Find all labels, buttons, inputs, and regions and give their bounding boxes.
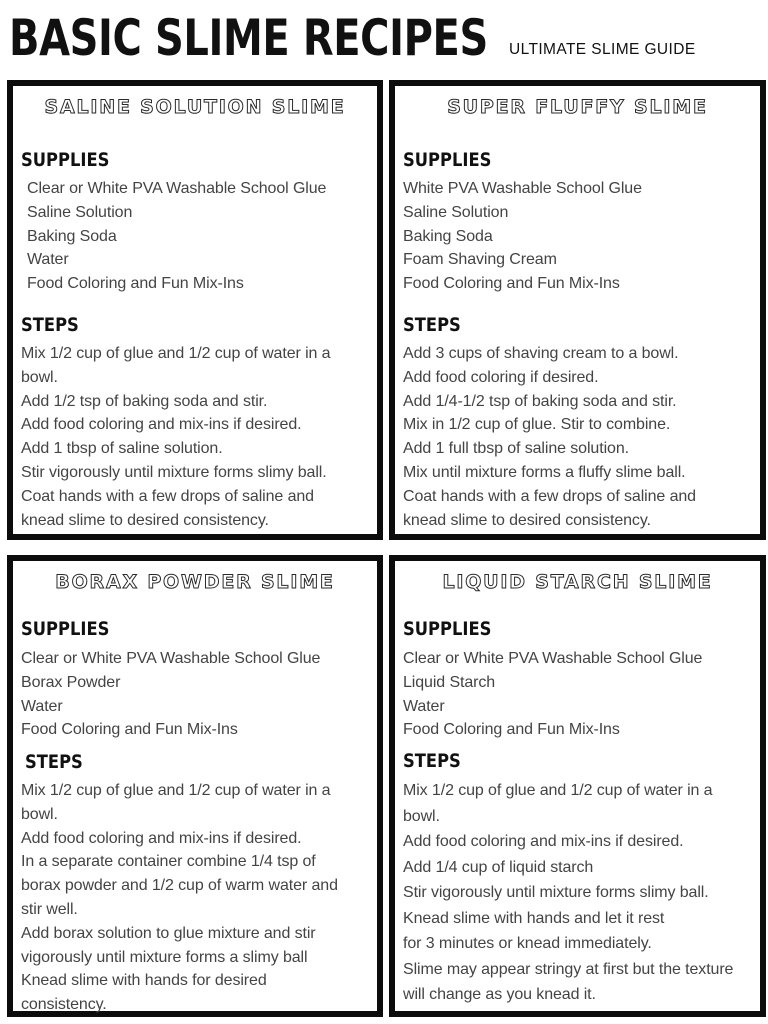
supplies-list xyxy=(403,177,754,296)
supplies-heading: SUPPLIES xyxy=(21,618,110,640)
supplies-list xyxy=(27,177,371,296)
supply-item: Saline Solution xyxy=(27,203,133,221)
step-line: Add 1 tbsp of saline solution. xyxy=(21,440,223,458)
supplies-list xyxy=(403,647,754,742)
step-line: vigorously until mixture forms a slimy ball xyxy=(21,948,308,966)
supply-item: Clear or White PVA Washable School Glue xyxy=(27,180,327,197)
step-line: Add 3 cups of shaving cream to a bowl. xyxy=(403,345,679,362)
supplies-heading: SUPPLIES xyxy=(403,618,492,640)
step-line: knead slime to desired consistency. xyxy=(403,511,651,529)
supply-item: Food Coloring and Fun Mix-Ins xyxy=(21,721,238,739)
supply-item: Water xyxy=(21,697,63,715)
step-line: borax powder and 1/2 cup of warm water and xyxy=(21,877,338,895)
steps-list xyxy=(403,342,754,532)
supply-item: Borax Powder xyxy=(21,673,121,691)
recipe-title: BORAX POWDER SLIME xyxy=(55,571,335,593)
step-line: Knead slime with hands for desired xyxy=(21,972,267,990)
step-line: Add 1/2 tsp of baking soda and stir. xyxy=(21,392,268,410)
step-line: Mix until mixture forms a fluffy slime ball. xyxy=(403,463,686,481)
supplies-heading: SUPPLIES xyxy=(403,149,492,171)
step-line: Add food coloring and mix-ins if desired. xyxy=(403,833,684,850)
step-line: Mix 1/2 cup of glue and 1/2 cup of water in a xyxy=(21,345,331,362)
step-line: Coat hands with a few drops of saline and xyxy=(403,487,696,505)
step-line: for 3 minutes or knead immediately. xyxy=(403,935,652,952)
recipe-card-liquid-starch xyxy=(389,555,766,1017)
page-subtitle: ULTIMATE SLIME GUIDE xyxy=(509,41,696,58)
step-line: Stir vigorously until mixture forms slimy ball. xyxy=(21,463,327,481)
supply-item: Clear or White PVA Washable School Glue xyxy=(403,650,703,667)
step-line: Add borax solution to glue mixture and stir xyxy=(21,924,316,942)
step-line: will change as you knead it. xyxy=(403,986,596,1003)
step-line: Add 1/4-1/2 tsp of baking soda and stir. xyxy=(403,392,677,410)
supply-item: Foam Shaving Cream xyxy=(403,251,557,269)
step-line: Add food coloring and mix-ins if desired. xyxy=(21,829,302,847)
step-line: Mix 1/2 cup of glue and 1/2 cup of water in a xyxy=(403,782,713,799)
supply-item: Water xyxy=(403,697,445,715)
step-line: stir well. xyxy=(21,900,78,918)
page-title: BASIC SLIME RECIPES xyxy=(9,9,488,67)
supply-item: Water xyxy=(27,251,69,269)
step-line: Slime may appear stringy at first but the texture xyxy=(403,960,734,978)
supplies-heading: SUPPLIES xyxy=(21,149,110,171)
supply-item: Baking Soda xyxy=(27,227,117,245)
supply-item: Food Coloring and Fun Mix-Ins xyxy=(403,721,620,739)
step-line: Stir vigorously until mixture forms slimy ball. xyxy=(403,884,709,901)
steps-heading: STEPS xyxy=(403,750,461,772)
supply-item: Baking Soda xyxy=(403,227,493,245)
steps-heading: STEPS xyxy=(403,314,461,336)
step-line: bowl. xyxy=(21,368,58,386)
steps-list xyxy=(21,779,371,1017)
step-line: Add food coloring if desired. xyxy=(403,368,599,386)
supply-item: White PVA Washable School Glue xyxy=(403,180,642,197)
recipe-card-borax-powder xyxy=(7,555,383,1017)
supply-item: Food Coloring and Fun Mix-Ins xyxy=(403,275,620,293)
supply-item: Liquid Starch xyxy=(403,673,496,691)
step-line: Add food coloring and mix-ins if desired. xyxy=(21,416,302,434)
supply-item: Food Coloring and Fun Mix-Ins xyxy=(27,275,244,293)
steps-list xyxy=(21,342,371,532)
recipe-title: LIQUID STARCH SLIME xyxy=(442,571,713,593)
step-line: Mix in 1/2 cup of glue. Stir to combine. xyxy=(403,416,671,434)
step-line: Mix 1/2 cup of glue and 1/2 cup of water in a xyxy=(21,782,331,799)
step-line: knead slime to desired consistency. xyxy=(21,511,269,529)
step-line: Knead slime with hands and let it rest xyxy=(403,909,665,927)
step-line: Add 1/4 cup of liquid starch xyxy=(403,858,594,876)
step-line: bowl. xyxy=(403,807,440,825)
recipe-title: SALINE SOLUTION SLIME xyxy=(44,96,346,118)
supply-item: Saline Solution xyxy=(403,203,509,221)
step-line: bowl. xyxy=(21,805,58,823)
steps-heading: STEPS xyxy=(25,751,83,773)
recipe-title: SUPER FLUFFY SLIME xyxy=(447,96,708,118)
steps-heading: STEPS xyxy=(21,314,79,336)
recipe-card-saline-solution xyxy=(7,80,383,540)
step-line: Coat hands with a few drops of saline and xyxy=(21,487,314,505)
recipe-card-super-fluffy xyxy=(389,80,766,540)
supplies-list xyxy=(21,647,371,742)
supply-item: Clear or White PVA Washable School Glue xyxy=(21,650,321,667)
step-line: Add 1 full tbsp of saline solution. xyxy=(403,440,629,458)
step-line: consistency. xyxy=(21,996,107,1014)
steps-list xyxy=(403,778,754,1008)
step-line: In a separate container combine 1/4 tsp of xyxy=(21,853,316,871)
